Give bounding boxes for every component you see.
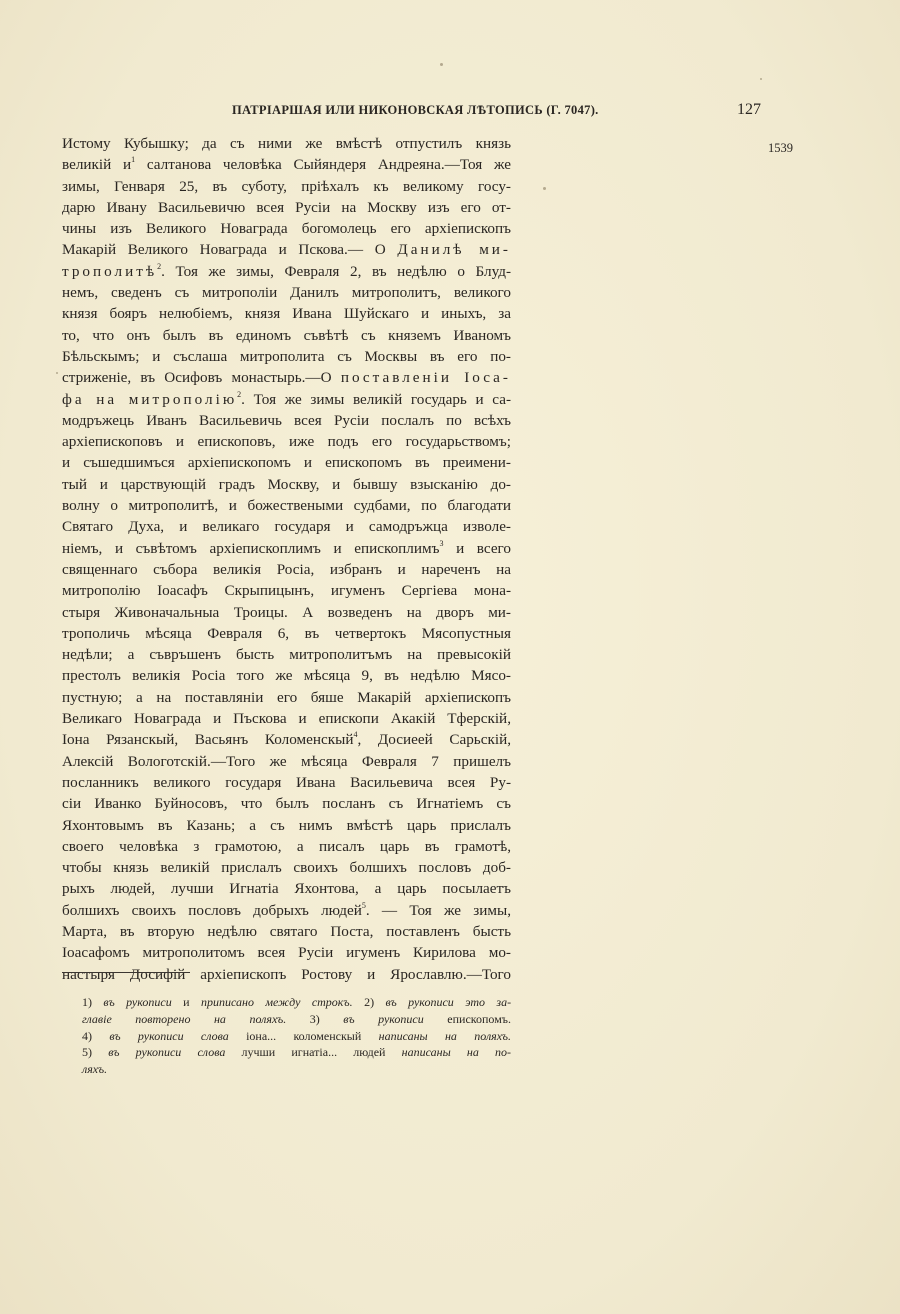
- text-line: Іоасафомъ митрополитомъ всея Русіи игуменъ Кирилова мо-: [62, 944, 511, 962]
- text-line: волну о митрополитѣ, и божествеными судбами, по благодати: [62, 497, 511, 515]
- footnote-line: 1) въ рукописи и приписано между строкъ. 2) въ рукописи это за-: [82, 995, 512, 1009]
- margin-year: 1539: [768, 141, 793, 155]
- footnote-ref: 1: [131, 155, 136, 165]
- text-line: священнаго събора великія Росіа, избранъ и нареченъ на: [62, 560, 511, 578]
- text-line: чины изъ Великого Новаграда богомолець его архіепископъ: [62, 220, 511, 238]
- text-line: настыря Досифій архіепископъ Ростову и Ярославлю.—Того: [62, 965, 511, 983]
- text-line: Бѣльскымъ; и съслаша митрополита съ Москвы въ его по-: [62, 347, 511, 365]
- text-line: трополитѣ$^2$. Тоя же зимы, Февраля 2, въ недѣлю о Блуд-: [62, 261, 512, 280]
- text-line: Святаго Духа, и великаго государя и самодръжца изволе-: [62, 518, 511, 536]
- paper-speck: [56, 372, 58, 374]
- text-line: посланникъ великого государя Ивана Васильевича всея Ру-: [62, 773, 511, 791]
- text-line: князя бояръ нелюбіемъ, князя Ивана Шуйскаго и иныхъ, за: [62, 305, 511, 323]
- text-line: митрополію Іоасафъ Скрыпицынъ, игуменъ Сергіева мона-: [62, 582, 511, 600]
- text-line: стыря Живоначальныа Троицы. А возведенъ на дворъ ми-: [62, 603, 511, 621]
- text-line: Яхонтовымъ въ Казань; а съ нимъ вмѣстѣ царь прислалъ: [62, 816, 511, 834]
- text-line: ніемъ, и съвѣтомъ архіепископлимъ и епископлимъ$^3$ и всего: [62, 538, 512, 557]
- footnote-ref: 5: [361, 900, 366, 910]
- text-line: Марта, въ вторую недѣлю святаго Поста, поставленъ бысть: [62, 922, 511, 940]
- text-line: сіи Иванко Буйносовъ, что былъ посланъ съ Игнатіемъ съ: [62, 795, 511, 813]
- running-head: ПАТРІАРШАЯ ИЛИ НИКОНОВСКАЯ ЛѢТОПИСЬ (Г. 7047).: [232, 103, 599, 117]
- paper-speck: [760, 78, 762, 80]
- text-line: престолъ великія Росіа того же мѣсяца 9, въ недѣлю Мясо-: [62, 667, 511, 685]
- text-line: модръжець Иванъ Васильевичь всея Русіи послалъ по всѣхъ: [62, 411, 511, 429]
- text-line: Іона Рязанскый, Васьянъ Коломенскый$^4$, Досиеей Сарьскій,: [62, 730, 511, 749]
- text-line: стриженіе, въ Осифовъ монастырь.—О поставленіи Іоса-: [62, 369, 511, 387]
- footnote-line: 5) въ рукописи слова лучши игнатіа... людей написаны на по-: [82, 1045, 512, 1060]
- text-line: рыхъ людей, лучши Игнатіа Яхонтова, а царь посылаетъ: [62, 880, 511, 898]
- footnote-line: главіе повторено на поляхъ. 3) въ рукописи епископомъ.: [82, 1011, 512, 1026]
- footnotes: [62, 994, 511, 1078]
- text-line: дарю Ивану Васильевичю всея Русіи на Москву изъ его от-: [62, 198, 511, 216]
- text-line: и съшедшимъся архіепископомъ и епископомъ въ преимени-: [62, 454, 511, 472]
- section-heading: поставленіи Іоса-: [340, 369, 511, 387]
- text-line: Истому Кубышку; да съ ними же вмѣстѣ отпустилъ князь: [62, 135, 511, 152]
- text-line: своего человѣка з грамотою, а писалъ царь въ грамотѣ,: [62, 837, 511, 855]
- footnote-line: ляхъ.: [82, 1062, 108, 1077]
- text-line: то, что онъ былъ въ единомъ съвѣтѣ съ княземъ Иваномъ: [62, 326, 511, 344]
- section-heading: трополитѣ: [62, 262, 158, 280]
- page-number: 127: [737, 101, 761, 118]
- text-line: Алексій Вологотскій.—Того же мѣсяца Февраля 7 пришелъ: [62, 752, 511, 770]
- footnote-rule: [62, 972, 190, 973]
- text-line: Макарій Великого Новаграда и Пскова.— О Данилѣ ми-: [62, 241, 511, 259]
- paper-speck: [543, 187, 546, 190]
- text-line: болшихъ своихъ пословъ добрыхъ людей$^5$. — Тоя же зимы,: [62, 900, 511, 919]
- footnote-ref: 2: [157, 261, 162, 271]
- text-line: зимы, Генваря 25, въ суботу, пріѣхалъ къ великому госу-: [62, 177, 511, 195]
- main-text: [62, 133, 511, 985]
- text-line: фа на митрополію$^2$. Тоя же зимы великій государь и са-: [62, 389, 512, 408]
- text-line: немъ, сведенъ съ митрополіи Данилъ митрополитъ, великого: [62, 284, 511, 302]
- section-heading: фа на митрополію: [62, 390, 238, 408]
- text-line: тый и царствующій градъ Москву, и бывшу взысканію до-: [62, 475, 511, 493]
- text-line: трополичь мѣсяца Февраля 6, въ четвертокъ Мясопустныя: [62, 624, 511, 642]
- text-line: пустную; а на поставляніи его бяше Макарій архіепископъ: [62, 688, 511, 706]
- footnote-line: 4) въ рукописи слова іона... коломенскый написаны на поляхъ.: [82, 1028, 512, 1043]
- text-line: архіепископовъ и епископовъ, иже подъ его государьствомъ;: [62, 433, 511, 451]
- footnote-ref: 2: [237, 389, 242, 399]
- footnote-ref: 4: [353, 730, 358, 740]
- text-line: Великаго Новаграда и Пъскова и епископи Акакій Тферскій,: [62, 710, 511, 728]
- section-heading: Данилѣ ми-: [397, 241, 511, 259]
- footnote-ref: 3: [439, 538, 444, 548]
- paper-speck: [440, 63, 443, 66]
- text-line: великій $и^1$ салтанова человѣка Сыйяндеря Андреяна.—Тоя же: [62, 155, 512, 174]
- text-line: недѣли; а съвръшенъ бысть митрополитъмъ на превысокій: [62, 646, 511, 664]
- text-line: чтобы князь великій прислалъ своихъ болшихъ пословъ доб-: [62, 859, 511, 877]
